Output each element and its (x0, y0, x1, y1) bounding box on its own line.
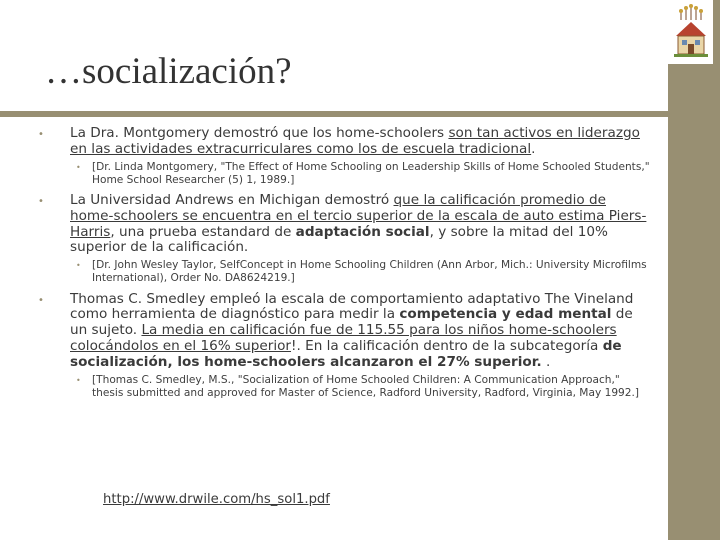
underlined-claim: que la calificación promedio de home-schoolers se encuentra en el tercio superior de la escala de auto estima Piers-Harris (70, 192, 647, 240)
bold-phrase: de socialización, los home-schoolers alcanzaron el 27% superior. (70, 337, 622, 370)
sub-bullet-marker: • (76, 261, 81, 271)
bullet-marker: • (38, 196, 44, 207)
underlined-claim: La media en calificación fue de 115.55 para los niños home-schoolers colocándolos en el 16% superior (70, 322, 617, 354)
citation-2: • [Dr. John Wesley Taylor, SelfConcept in Home Schooling Children (Ann Arbor, Mich.: University Microfilms International), Order No. DA8624219.] (76, 259, 647, 285)
slide-body (38, 126, 650, 406)
bullet-marker: • (38, 129, 44, 140)
title-divider (0, 111, 668, 117)
citation-1: • [Dr. Linda Montgomery, "The Effect of Home Schooling on Leadership Skills of Home Schooled Students," Home School Researcher (5) 1, 1989.] (76, 160, 650, 186)
underlined-claim: son tan activos en liderazgo en las actividades extracurriculares como los de escuela tradicional (70, 125, 640, 157)
bold-phrase: adaptación social (295, 223, 430, 240)
right-sidebar-band (668, 0, 720, 540)
sub-bullet-marker: • (76, 162, 81, 172)
bullet-1-text: La Dra. Montgomery demostró que los home-schoolers son tan activos en liderazgo en las actividades extracurriculares como los de escuela tradicional. (70, 125, 640, 157)
bullet-3-text: Thomas C. Smedley empleó la escala de comportamiento adaptativo The Vineland como herramienta de diagnóstico para medir la competencia y edad mental de un sujeto. La media en calificación fue de 115.55 para los niños home-schoolers colocándolos en el 16% superior!. En la calificación dentro de la subcategoría de socialización, los home-schoolers alcanzaron el 27% superior. . (70, 290, 634, 370)
logo-panel (668, 0, 713, 64)
sub-bullet-marker: • (76, 375, 81, 385)
source-link[interactable]: http://www.drwile.com/hs_sol1.pdf (103, 492, 330, 507)
slide-title: …socialización? (45, 51, 292, 92)
bullet-1 (38, 126, 650, 158)
bold-phrase: competencia y edad mental (399, 306, 612, 323)
school-house-icon (668, 0, 713, 64)
citation-3: • [Thomas C. Smedley, M.S., "Socialization of Home Schooled Children: A Communication Approach," thesis submitted and approved for Master of Science, Radford University, Radford, Virginia, May 1992.] (76, 373, 640, 399)
bullet-2 (38, 193, 650, 256)
bullet-3 (38, 292, 650, 371)
bullet-2-text: La Universidad Andrews en Michigan demostró que la calificación promedio de home-schoolers se encuentra en el tercio superior de la escala de auto estima Piers-Harris, una prueba estandard de adaptación social, y sobre la mitad del 10% superior de la calificación. (70, 192, 647, 256)
bullet-marker: • (38, 294, 44, 306)
